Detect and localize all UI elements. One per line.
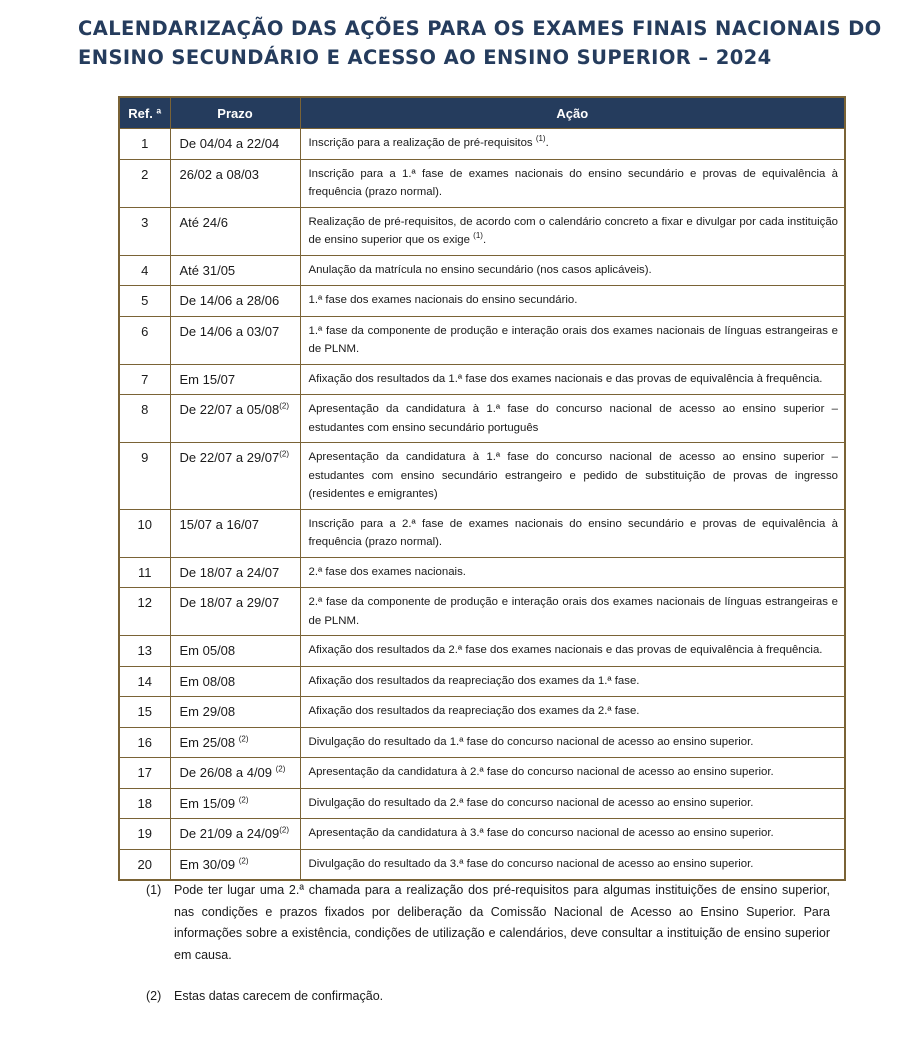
cell-acao: [300, 509, 845, 557]
cell-acao: [300, 129, 845, 160]
acao-end-punctuation: .: [545, 137, 549, 149]
footnote-text: Estas datas carecem de confirmação.: [174, 989, 384, 1003]
prazo-text: Em 05/08: [179, 643, 236, 658]
cell-prazo: [170, 255, 300, 286]
prazo-footnote-marker: (2): [275, 764, 286, 774]
table-row: [119, 666, 845, 697]
table-row: [119, 588, 845, 636]
calendar-table: [118, 96, 846, 881]
cell-prazo: [170, 129, 300, 160]
footnote: [146, 880, 830, 966]
prazo-text: 15/07 a 16/07: [179, 516, 260, 532]
cell-acao: [300, 255, 845, 286]
prazo-text: Em 25/08: [179, 734, 239, 750]
prazo-text: Em 15/07: [179, 371, 236, 387]
prazo-text: De 14/06 a 28/06: [179, 293, 280, 308]
cell-ref: 12: [119, 588, 170, 636]
page-title-line-1: CALENDARIZAÇÃO DAS AÇÕES PARA OS EXAMES FINAIS NACIONAIS DO: [78, 17, 882, 40]
table-row: [119, 129, 845, 160]
cell-prazo: [170, 364, 300, 395]
cell-acao: [300, 316, 845, 364]
cell-prazo: [170, 727, 300, 758]
prazo-text: Em 30/09: [179, 856, 239, 872]
acao-text: Apresentação da candidatura à 2.ª fase do concurso nacional de acesso ao ensino superior.: [308, 766, 774, 778]
table-row: [119, 364, 845, 395]
cell-prazo: [170, 443, 300, 510]
footnote-number: (2): [146, 989, 162, 1003]
acao-footnote-marker: (1): [473, 231, 483, 241]
prazo-text: Até 24/6: [179, 214, 228, 230]
cell-acao: [300, 207, 845, 255]
prazo-text: De 18/07 a 24/07: [179, 564, 280, 580]
cell-acao: [300, 666, 845, 697]
cell-prazo: [170, 395, 300, 443]
acao-text: Inscrição para a realização de pré-requisitos: [308, 137, 533, 149]
prazo-footnote-marker: (2): [279, 401, 290, 411]
cell-prazo: [170, 758, 300, 789]
prazo-text: Em 29/08: [179, 704, 236, 719]
acao-text: 1.ª fase da componente de produção e interação orais dos exames nacionais de línguas estrangeiras e de PLNM.: [308, 324, 838, 355]
prazo-text: Até 31/05: [179, 262, 236, 278]
footnote-text: Pode ter lugar uma 2.ª chamada para a realização dos pré-requisitos para algumas instituições de ensino superior, nas condições e prazos fixados por deliberação da Comissão Nacional de Acesso ao Ensino Superior. Para informações sobre a existência, condições de utilização e calendários, deve consultar a instituição de ensino superior em causa.: [174, 883, 830, 962]
cell-prazo: [170, 207, 300, 255]
acao-text: Realização de pré-requisitos, de acordo com o calendário concreto a fixar e divulgar por cada instituição de ensino superior que os exige: [308, 215, 838, 246]
cell-acao: [300, 819, 845, 850]
cell-prazo: [170, 636, 300, 667]
cell-ref: 19: [119, 819, 170, 850]
table-row: [119, 727, 845, 758]
prazo-text: De 14/06 a 03/07: [179, 323, 280, 339]
cell-ref: 2: [119, 159, 170, 207]
cell-prazo: [170, 286, 300, 317]
prazo-footnote-marker: (2): [238, 856, 249, 866]
prazo-footnote-marker: (2): [238, 734, 249, 744]
prazo-text: De 04/04 a 22/04: [179, 136, 280, 151]
acao-text: 1.ª fase dos exames nacionais do ensino secundário.: [308, 294, 578, 306]
table-row: [119, 636, 845, 667]
cell-prazo: [170, 557, 300, 588]
footnotes: [146, 880, 830, 1008]
prazo-text: Em 08/08: [179, 673, 236, 689]
footnote: [146, 986, 830, 1008]
acao-text: 2.ª fase dos exames nacionais.: [308, 565, 466, 578]
table-row: [119, 819, 845, 850]
table-row: [119, 316, 845, 364]
cell-ref: 17: [119, 758, 170, 789]
cell-prazo: [170, 316, 300, 364]
header-prazo: Prazo: [170, 97, 300, 129]
cell-ref: 3: [119, 207, 170, 255]
acao-text: Afixação dos resultados da reapreciação dos exames da 2.ª fase.: [308, 705, 640, 717]
table-row: [119, 509, 845, 557]
header-ref: Ref. ª: [119, 97, 170, 129]
acao-text: Divulgação do resultado da 1.ª fase do concurso nacional de acesso ao ensino superior.: [308, 735, 754, 748]
table-row: [119, 159, 845, 207]
cell-acao: [300, 286, 845, 317]
cell-acao: [300, 636, 845, 667]
cell-ref: 15: [119, 697, 170, 728]
table-row: [119, 395, 845, 443]
prazo-text: De 26/08 a 4/09: [179, 765, 276, 780]
page-title-line-2: ENSINO SECUNDÁRIO E ACESSO AO ENSINO SUPERIOR – 2024: [78, 46, 772, 69]
cell-prazo: [170, 159, 300, 207]
prazo-text: De 22/07 a 29/07: [179, 450, 280, 465]
cell-acao: [300, 697, 845, 728]
cell-acao: [300, 159, 845, 207]
acao-text: Divulgação do resultado da 3.ª fase do concurso nacional de acesso ao ensino superior.: [308, 857, 754, 870]
cell-acao: [300, 557, 845, 588]
cell-ref: 1: [119, 129, 170, 160]
acao-text: Anulação da matrícula no ensino secundário (nos casos aplicáveis).: [308, 263, 652, 276]
cell-ref: 20: [119, 849, 170, 880]
cell-acao: [300, 727, 845, 758]
table-row: [119, 788, 845, 819]
cell-prazo: [170, 666, 300, 697]
table-row: [119, 697, 845, 728]
cell-prazo: [170, 819, 300, 850]
cell-ref: 4: [119, 255, 170, 286]
cell-prazo: [170, 788, 300, 819]
cell-prazo: [170, 849, 300, 880]
cell-ref: 9: [119, 443, 170, 510]
acao-text: Apresentação da candidatura à 1.ª fase do concurso nacional de acesso ao ensino superior – estudantes com ensino secundário estrangeiro e pedido de substituição de provas de ingresso (residentes e emigrantes): [308, 451, 838, 500]
cell-ref: 11: [119, 557, 170, 588]
cell-acao: [300, 443, 845, 510]
page-title: [78, 14, 882, 72]
cell-ref: 14: [119, 666, 170, 697]
table-row: [119, 849, 845, 880]
prazo-text: De 21/09 a 24/09: [179, 826, 280, 841]
acao-end-punctuation: .: [482, 234, 487, 246]
cell-ref: 16: [119, 727, 170, 758]
acao-text: Inscrição para a 2.ª fase de exames nacionais do ensino secundário e provas de equivalência à frequência (prazo normal).: [308, 517, 838, 548]
cell-prazo: [170, 509, 300, 557]
table-row: [119, 557, 845, 588]
prazo-footnote-marker: (2): [279, 449, 290, 459]
table-header-row: [119, 97, 845, 129]
cell-ref: 10: [119, 509, 170, 557]
table-row: [119, 207, 845, 255]
acao-text: 2.ª fase da componente de produção e interação orais dos exames nacionais de línguas estrangeiras e de PLNM.: [308, 596, 838, 627]
footnote-number: (1): [146, 883, 162, 897]
acao-text: Afixação dos resultados da 2.ª fase dos exames nacionais e das provas de equivalência à frequência.: [308, 644, 823, 656]
prazo-text: 26/02 a 08/03: [179, 166, 260, 182]
cell-prazo: [170, 588, 300, 636]
cell-acao: [300, 588, 845, 636]
acao-text: Apresentação da candidatura à 1.ª fase do concurso nacional de acesso ao ensino superior – estudantes com ensino secundário português: [308, 403, 838, 434]
cell-acao: [300, 849, 845, 880]
cell-ref: 13: [119, 636, 170, 667]
cell-acao: [300, 758, 845, 789]
cell-ref: 7: [119, 364, 170, 395]
cell-prazo: [170, 697, 300, 728]
table-row: [119, 255, 845, 286]
prazo-text: De 22/07 a 05/08: [179, 402, 280, 417]
acao-text: Afixação dos resultados da reapreciação dos exames da 1.ª fase.: [308, 674, 640, 687]
prazo-footnote-marker: (2): [238, 795, 249, 805]
prazo-footnote-marker: (2): [279, 825, 290, 835]
acao-footnote-marker: (1): [535, 134, 546, 144]
table-row: [119, 286, 845, 317]
prazo-text: Em 15/09: [179, 795, 239, 811]
cell-ref: 6: [119, 316, 170, 364]
cell-acao: [300, 788, 845, 819]
cell-acao: [300, 395, 845, 443]
cell-ref: 8: [119, 395, 170, 443]
prazo-text: De 18/07 a 29/07: [179, 595, 280, 610]
cell-acao: [300, 364, 845, 395]
cell-ref: 5: [119, 286, 170, 317]
acao-text: Afixação dos resultados da 1.ª fase dos exames nacionais e das provas de equivalência à frequência.: [308, 372, 823, 385]
table-row: [119, 758, 845, 789]
header-acao: Ação: [300, 97, 845, 129]
acao-text: Apresentação da candidatura à 3.ª fase do concurso nacional de acesso ao ensino superior.: [308, 827, 774, 839]
acao-text: Inscrição para a 1.ª fase de exames nacionais do ensino secundário e provas de equivalência à frequência (prazo normal).: [308, 167, 838, 198]
cell-ref: 18: [119, 788, 170, 819]
table-row: [119, 443, 845, 510]
acao-text: Divulgação do resultado da 2.ª fase do concurso nacional de acesso ao ensino superior.: [308, 796, 754, 809]
